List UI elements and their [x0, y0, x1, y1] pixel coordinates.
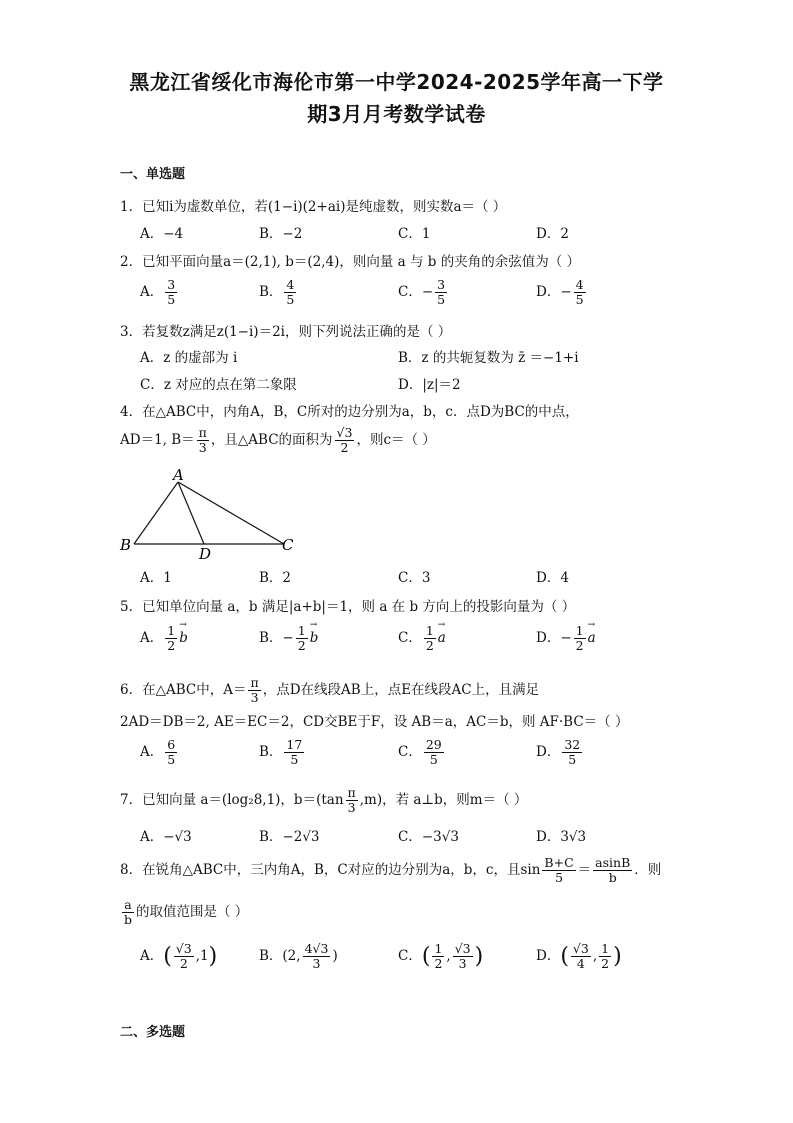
q5-stem: 5．已知单位向量 a，b 满足|a+b|＝1，则 a 在 b 方向上的投影向量为（ ）: [120, 599, 576, 615]
q8-d2-num: 1: [601, 941, 610, 956]
q5-c-label: C．: [398, 630, 422, 646]
q8-rhs-den: b: [608, 870, 617, 885]
q6-stem-line1: [120, 676, 539, 705]
q5-b-num: 1: [297, 623, 306, 638]
q2-c-den: 5: [437, 292, 446, 307]
q5-b-label: B．−: [259, 630, 294, 646]
q8-d-lparen: (: [560, 944, 569, 969]
q8-stem2: 的取值范围是（ ）: [136, 904, 249, 920]
q7-option-c: C．−3√3: [398, 829, 459, 845]
q5-a-num: 1: [167, 623, 176, 638]
q8-b-num: 4√3: [304, 941, 329, 956]
q8-d2-den: 2: [601, 956, 610, 971]
q5-option-c: [398, 624, 446, 653]
section-multiple-choice: 二、多选题: [120, 1025, 186, 1040]
q6-d-fraction: [562, 738, 582, 767]
q8-c-fraction1: [432, 942, 444, 971]
q4-stem-line1: 4．在△ABC中，内角A，B，C所对的边分别为a，b，c．点D为BC的中点，: [120, 404, 579, 420]
q8-d1-den: 4: [576, 956, 585, 971]
q8-ratio-fraction: [122, 898, 134, 927]
q8-a-num: √3: [175, 941, 192, 956]
q3-option-c: C．z 对应的点在第二象限: [140, 377, 297, 393]
q8-stem1-a: 8．在锐角△ABC中，三内角A，B，C对应的边分别为a，b，c，且sin: [120, 862, 541, 878]
q2-c-num: 3: [437, 277, 446, 292]
q8-ratio-num: a: [122, 898, 134, 913]
q2-a-num: 3: [167, 277, 176, 292]
q6-stem1-b: ，点D在线段AB上，点E在线段AC上，且满足: [262, 682, 540, 698]
q6-a-label: A．: [140, 744, 164, 760]
q4-stem2-c: ，则c＝（ ）: [356, 432, 436, 448]
q8-a-rest: ,1: [195, 948, 209, 964]
q5-option-b: [259, 624, 318, 653]
q4-stem-line2: [120, 426, 436, 455]
q8-b-fraction: [303, 942, 331, 971]
q4-option-c: C．3: [398, 570, 431, 586]
q1-option-b: B．−2: [259, 226, 303, 242]
q4-stem2-b: ，且△ABC的面积为: [210, 432, 333, 448]
q5-d-label: D．−: [536, 630, 572, 646]
q5-a-vector: → b: [179, 630, 188, 646]
q6-option-d: [536, 738, 584, 767]
q5-d-den: 2: [575, 638, 584, 653]
q2-d-num: 4: [575, 277, 584, 292]
q1-option-a: A．−4: [140, 226, 184, 242]
q4-pi-fraction: [197, 426, 209, 455]
q7-tan-fraction: [346, 786, 358, 815]
q4-label-c: C: [282, 536, 294, 554]
q1-stem: 1．已知i为虚数单位，若(1−i)(2+ai)是纯虚数，则实数a＝（ ）: [120, 199, 507, 215]
q2-stem-lead: 2．已知平面向量: [120, 254, 224, 270]
q7-tan-num: π: [347, 785, 356, 800]
q8-a-rparen: ): [208, 944, 218, 969]
q5-a-den: 2: [167, 638, 176, 653]
q1-option-c: C．1: [398, 226, 431, 242]
q8-option-b: [259, 942, 338, 971]
q5-b-vector: → b: [310, 630, 319, 646]
q4-side-ac: [178, 482, 284, 544]
q8-ratio-den: b: [124, 912, 133, 927]
q3-option-b: B．z 的共轭复数为 z̄ ＝−1+i: [398, 350, 579, 366]
exam-title-line1: 黑龙江省绥化市海伦市第一中学2024-2025学年高一下学: [129, 70, 664, 94]
q6-a-den: 5: [167, 752, 176, 767]
q7-option-d: D．3√3: [536, 829, 587, 845]
q5-option-a: [140, 624, 188, 653]
q8-d-fraction2: [599, 942, 611, 971]
q2-b-fraction: [284, 278, 296, 307]
q6-option-b: [259, 738, 306, 767]
q5-a-fraction: [165, 624, 177, 653]
q8-d1-num: √3: [572, 941, 589, 956]
q8-c2-den: 3: [458, 956, 467, 971]
q6-stem1-a: 6．在△ABC中，A＝: [120, 682, 247, 698]
q6-c-label: C．: [398, 744, 422, 760]
q4-label-b: B: [120, 536, 132, 554]
q3-stem: 3．若复数z满足z(1−i)＝2i，则下列说法正确的是（ ）: [120, 324, 452, 340]
q8-option-c: C．( $\frac{1}{2}$ , $\frac{√3}{3}$ ): [398, 941, 484, 971]
q3-option-d: D．|z|＝2: [398, 377, 461, 393]
q2-stem-rest: a＝(2,1), b＝(2,4)，则向量 a 与 b 的夹角的余弦值为（ ）: [223, 254, 581, 270]
q8-c-fraction2: [453, 942, 473, 971]
q7-stem: [120, 786, 527, 815]
section-single-choice: 一、单选题: [120, 167, 186, 182]
q4-option-b: B．2: [259, 570, 292, 586]
q8-b-label: B．(2,: [259, 948, 301, 964]
q4-pi-num: π: [198, 425, 207, 440]
q4-pi-den: 3: [198, 440, 207, 455]
q8-c-label: C．: [398, 948, 422, 964]
q7-stem-b: ,m)，若 a⊥b，则m＝（ ）: [359, 792, 528, 808]
q6-angle-num: π: [250, 675, 259, 690]
q2-d-fraction: [574, 278, 586, 307]
q6-c-num: 29: [425, 737, 442, 752]
q7-option-a: A．−√3: [140, 829, 192, 845]
q6-d-num: 32: [564, 737, 581, 752]
q8-rhs-fraction: [593, 856, 632, 885]
q8-option-a: [140, 942, 217, 971]
q8-rhs-num: asinB: [595, 855, 631, 870]
q5-d-num: 1: [575, 623, 584, 638]
q2-a-fraction: [165, 278, 177, 307]
q8-a-fraction: [174, 942, 194, 971]
q5-d-fraction: [574, 624, 586, 653]
q2-d-den: 5: [575, 292, 584, 307]
q6-d-den: 5: [568, 752, 577, 767]
q8-b-den: 3: [312, 956, 321, 971]
q8-d-rparen: ): [613, 944, 622, 969]
q5-d-vector: → a: [588, 630, 596, 646]
q8-equals: ＝: [577, 862, 592, 878]
q4-option-d: D．4: [536, 570, 569, 586]
q8-c2-num: √3: [454, 941, 471, 956]
q8-c-lparen: (: [421, 944, 431, 969]
q5-option-d: [536, 624, 596, 653]
q5-b-fraction: [296, 624, 308, 653]
q5-c-num: 1: [425, 623, 434, 638]
q5-c-fraction: [424, 624, 436, 653]
q8-option-d: D．( $\frac{√3}{4}$ , $\frac{1}{2}$ ): [536, 941, 622, 971]
q2-c-fraction: [435, 278, 447, 307]
q2-c-label: C．−: [398, 284, 434, 300]
q1-option-d: D．2: [536, 226, 569, 242]
q2-a-label: A．: [140, 284, 164, 300]
q2-b-label: B．: [259, 284, 283, 300]
q8-a-label: A．: [140, 948, 164, 964]
q2-a-den: 5: [167, 292, 176, 307]
q6-option-a: [140, 738, 179, 767]
q2-b-den: 5: [286, 292, 295, 307]
q8-c1-num: 1: [434, 941, 443, 956]
q2-option-b: [259, 278, 298, 307]
q6-a-num: 6: [167, 737, 176, 752]
q6-option-c: [398, 738, 446, 767]
q8-d-fraction1: [571, 942, 591, 971]
q5-b-den: 2: [297, 638, 306, 653]
q4-side-ab: [134, 482, 178, 544]
q5-c-den: 2: [425, 638, 434, 653]
q8-sin-den: 5: [555, 870, 564, 885]
q8-b-rest: ): [332, 948, 338, 964]
q8-sin-num: B+C: [544, 855, 574, 870]
q4-area-fraction: [335, 426, 355, 455]
q4-label-d: D: [199, 545, 212, 562]
q2-d-label: D．−: [536, 284, 572, 300]
q2-b-num: 4: [286, 277, 295, 292]
q6-b-label: B．: [259, 744, 283, 760]
q7-option-b: B．−2√3: [259, 829, 320, 845]
q6-c-fraction: [424, 738, 444, 767]
q6-b-den: 5: [290, 752, 299, 767]
q4-area-den: 2: [340, 440, 349, 455]
exam-title-line2: 期3月月考数学试卷: [307, 102, 486, 126]
q2-option-c: [398, 278, 449, 307]
q7-stem-a: 7．已知向量 a＝(log₂8,1)，b＝(tan: [120, 792, 344, 808]
q4-median-ad: [178, 482, 204, 544]
q8-d-label: D．: [536, 948, 561, 964]
q4-triangle-figure: [116, 466, 306, 562]
q6-b-num: 17: [286, 737, 303, 752]
q4-option-a: A．1: [140, 570, 172, 586]
q4-stem2-a: AD＝1, B＝: [120, 432, 195, 448]
q4-label-a: A: [173, 466, 184, 484]
q2-option-a: [140, 278, 179, 307]
q7-tan-den: 3: [347, 800, 356, 815]
q8-c-rparen: ): [474, 944, 484, 969]
q6-stem-line2: 2AD＝DB＝2, AE＝EC＝2，CD交BE于F，设 AB＝a，AC＝b，则 AF·BC＝（ ）: [120, 714, 629, 730]
q2-stem: [120, 250, 580, 270]
q8-stem-line1: [120, 856, 661, 885]
q6-a-fraction: [165, 738, 177, 767]
q8-a-lparen: (: [163, 944, 172, 969]
q4-area-num: √3: [336, 425, 353, 440]
q8-sin-fraction: [542, 856, 575, 885]
q6-angle-den: 3: [250, 690, 259, 705]
q6-angle-fraction: [248, 676, 260, 705]
q5-a-label: A．: [140, 630, 164, 646]
q8-stem-line2: [120, 898, 248, 927]
q2-option-d: [536, 278, 588, 307]
q5-c-vector: → a: [438, 630, 446, 646]
q6-c-den: 5: [429, 752, 438, 767]
q3-option-a: A．z 的虚部为 i: [140, 350, 238, 366]
q6-d-label: D．: [536, 744, 561, 760]
q8-a-den: 2: [179, 956, 188, 971]
q6-b-fraction: [284, 738, 304, 767]
q8-stem1-b: ．则: [634, 862, 662, 878]
q8-c1-den: 2: [434, 956, 443, 971]
